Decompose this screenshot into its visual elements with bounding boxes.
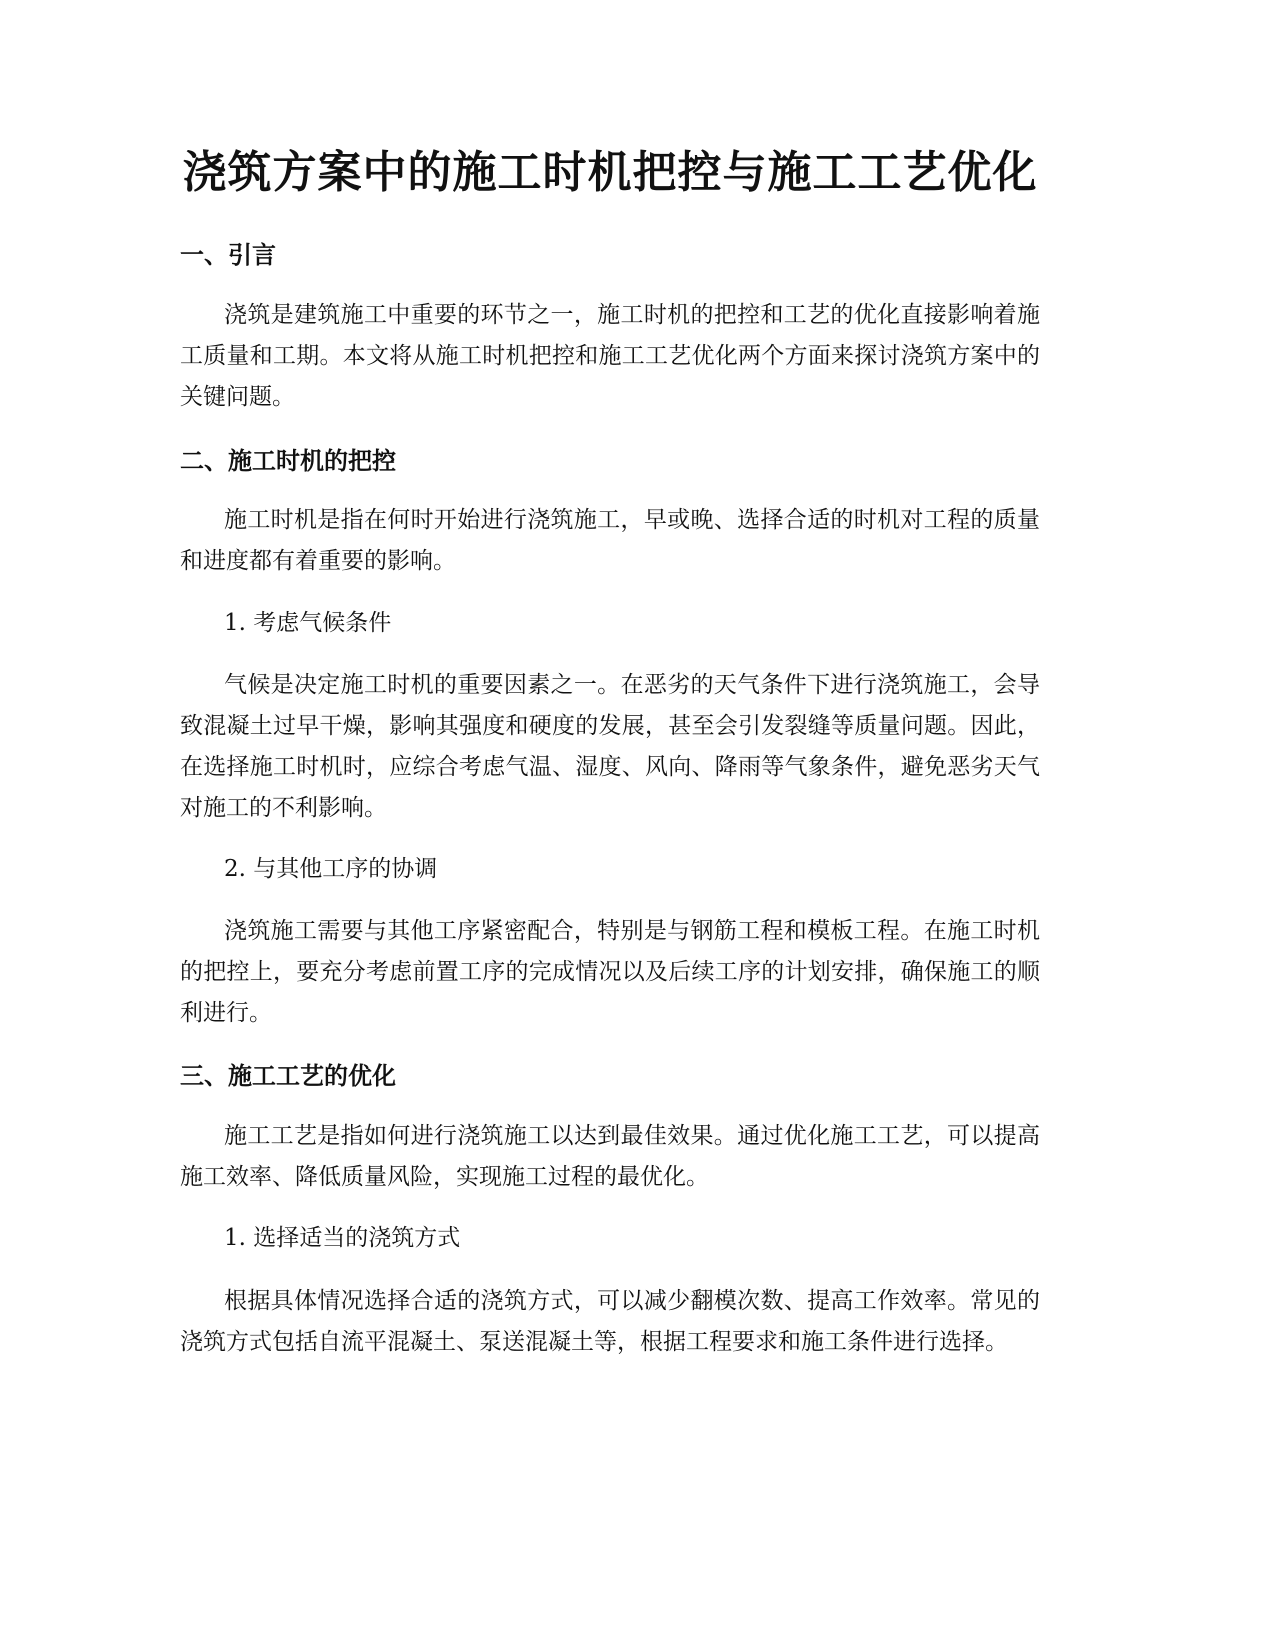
section-heading-timing-control: 二、施工时机的把控 <box>180 447 396 475</box>
timing-item-text-climate: 气候是决定施工时机的重要因素之一。在恶劣的天气条件下进行浇筑施工，会导致混凝土过早干燥，影响其强度和硬度的发展，甚至会引发裂缝等质量问题。因此，在选择施工时机时，应综合考虑气温、湿度、风向、降雨等气象条件，避免恶劣天气对施工的不利影响。 <box>180 672 1040 821</box>
introduction-paragraph: 浇筑是建筑施工中重要的环节之一，施工时机的把控和工艺的优化直接影响着施工质量和工期。本文将从施工时机把控和施工工艺优化两个方面来探讨浇筑方案中的关键问题。 <box>180 302 1040 410</box>
section-heading-introduction: 一、引言 <box>180 241 276 269</box>
process-item-text-pouring-method: 根据具体情况选择合适的浇筑方式，可以减少翻模次数、提高工作效率。常见的浇筑方式包括自流平混凝土、泵送混凝土等，根据工程要求和施工条件进行选择。 <box>180 1288 1040 1355</box>
document-title: 浇筑方案中的施工时机把控与施工工艺优化 <box>182 147 1038 198</box>
section-heading-process-optimization: 三、施工工艺的优化 <box>180 1062 396 1090</box>
process-intro-paragraph: 施工工艺是指如何进行浇筑施工以达到最佳效果。通过优化施工工艺，可以提高施工效率、降低质量风险，实现施工过程的最优化。 <box>180 1123 1040 1190</box>
process-item-title-pouring-method: 1. 选择适当的浇筑方式 <box>224 1225 461 1251</box>
timing-item-title-coordination: 2. 与其他工序的协调 <box>224 856 438 882</box>
timing-item-title-climate: 1. 考虑气候条件 <box>224 610 392 636</box>
timing-item-text-coordination: 浇筑施工需要与其他工序紧密配合，特别是与钢筋工程和模板工程。在施工时机的把控上，要充分考虑前置工序的完成情况以及后续工序的计划安排，确保施工的顺利进行。 <box>180 918 1040 1026</box>
timing-intro-paragraph: 施工时机是指在何时开始进行浇筑施工，早或晚、选择合适的时机对工程的质量和进度都有着重要的影响。 <box>180 507 1040 574</box>
